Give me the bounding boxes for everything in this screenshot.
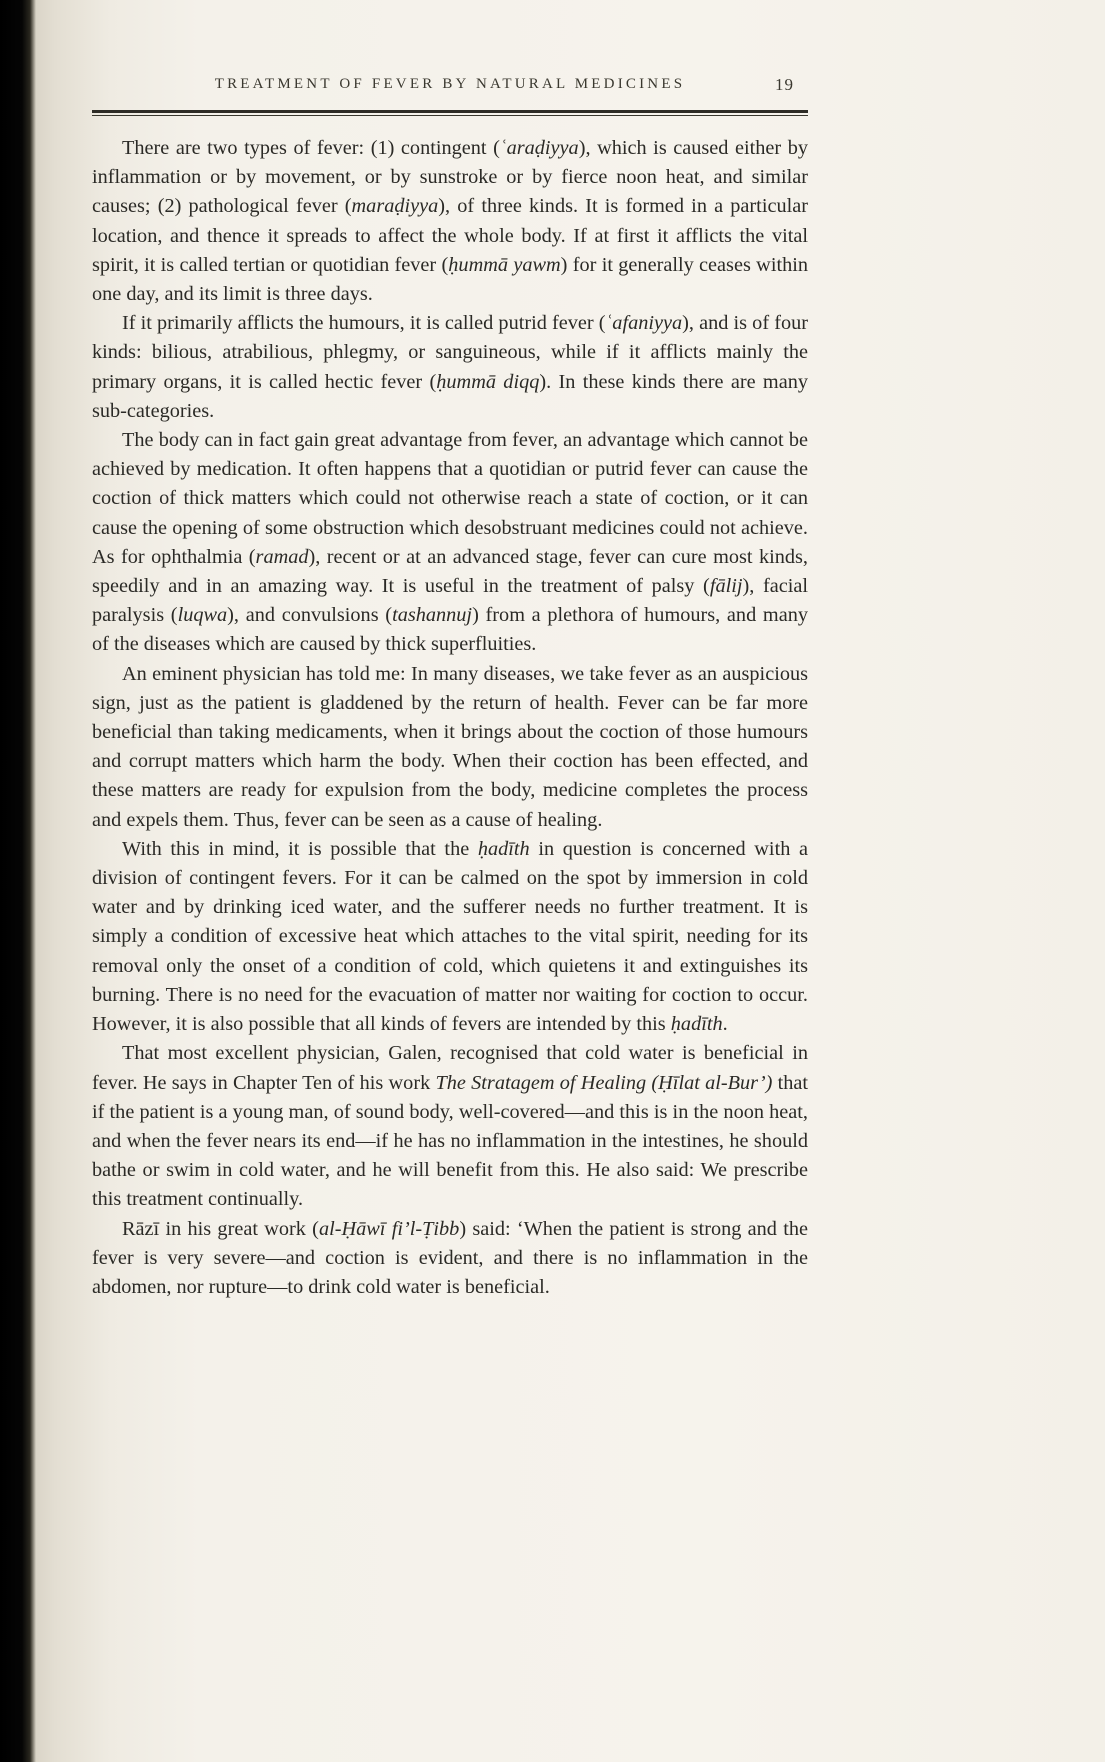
italic-term: luqwa [177,604,228,627]
text-run: That most excellent physician, Galen, recognised that cold water is beneficial in fever. He says in Chapter Ten of his work [92,1042,808,1094]
running-header [92,76,808,98]
paragraph [92,1039,808,1214]
italic-term: maraḍiyya [351,195,439,218]
text-run: With this in mind, it is possible that the [122,837,478,860]
page-number: 19 [775,75,794,94]
paragraph [92,660,808,835]
text-run: Rāzī in his great work ( [122,1217,319,1240]
text-run: ), which is caused either by inflammation or by movement, or by sunstroke or by fierce noon heat, and similar causes; (2) pathological fever ( [92,137,808,218]
text-run: ), of three kinds. It is formed in a particular location, and thence it spreads to affect the whole body. If at first it afflicts the vital spirit, it is called tertian or quotidian fever ( [92,195,808,276]
text-run: ) said: ‘When the patient is strong and the fever is very severe—and coction is evident, and there is no inflammation in the abdomen, nor rupture—to drink cold water is beneficial. [92,1217,808,1298]
paragraph [92,134,808,309]
page-text-block [92,76,808,1302]
running-title: TREATMENT OF FEVER BY NATURAL MEDICINES [214,76,686,92]
paragraph [92,426,808,660]
header-rule-thick [92,110,808,113]
header-rule-thin [92,115,808,116]
text-run: ), and is of four kinds: bilious, atrabilious, phlegmy, or sanguineous, while if it afflicts mainly the primary organs, it is called hectic fever ( [92,312,808,393]
book-spine-shadow [0,0,36,1762]
header-rule [92,110,808,116]
italic-term: fālij [709,575,743,598]
text-run: ), and convulsions ( [227,604,393,627]
italic-term: ʿafaniyya [605,312,683,335]
text-run: If it primarily afflicts the humours, it is called putrid fever ( [122,312,606,335]
italic-term: ḥadīth [670,1013,723,1036]
text-run: The body can in fact gain great advantage from fever, an advantage which cannot be achieved by medication. It often happens that a quotidian or putrid fever can cause the coction of thick matters which could not otherwise reach a state of coction, or it can cause the opening of some obstruction which desobstruant medicines could not achieve. As for ophthalmia ( [92,429,808,568]
italic-term: ʿaraḍiyya [499,137,579,159]
text-run: ), recent or at an advanced stage, fever can cure most kinds, speedily and in an amazing way. It is useful in the treatment of palsy ( [92,545,808,598]
italic-term: tashannuj [392,604,473,627]
paragraph [92,835,808,1039]
text-run: An eminent physician has told me: In many diseases, we take fever as an auspicious sign, just as the patient is gladdened by the return of health. Fever can be far more beneficial than taking medicaments, when it brings about the coction of those humours and corrupt matters which harm the body. When their coction has been effected, and these matters are ready for expulsion from the body, medicine completes the process and expels them. Thus, fever can be seen as a cause of healing. [92,662,808,831]
italic-term: ḥummā yawm [448,253,561,276]
text-run: ), facial paralysis ( [92,575,808,627]
paragraph [92,1215,808,1303]
text-run: ). In these kinds there are many sub-categories. [92,370,808,422]
text-run: ) for it generally ceases within one day, and its limit is three days. [92,253,809,306]
body-text [92,134,808,1302]
text-run: ) from a plethora of humours, and many of the diseases which are caused by thick superfluities. [92,604,808,656]
italic-term: The Stratagem of Healing (Ḥīlat al-Bur’) [435,1071,773,1094]
paragraph [92,309,808,426]
text-run: in question is concerned with a division of contingent fevers. For it can be calmed on the spot by immersion in cold water and by drinking iced water, and the sufferer needs no further treatment. It is simply a condition of excessive heat which attaches to the vital spirit, needing for its removal only the onset of a condition of cold, which quietens it and extinguishes its burning. There is no need for the evacuation of matter nor waiting for coction to occur. However, it is also possible that all kinds of fevers are intended by this [92,837,808,1036]
text-run: . [722,1013,728,1036]
text-run: that if the patient is a young man, of sound body, well-covered—and this is in the noon heat, and when the fever nears its end—if he has no inflammation in the intestines, he should bathe or swim in cold water, and he will benefit from this. He also said: We prescribe this treatment continually. [92,1071,808,1211]
italic-term: ḥummā diqq [436,370,540,393]
italic-term: ramad [255,545,309,568]
italic-term: al-Ḥāwī fi’l-Ṭibb [318,1217,460,1240]
italic-term: ḥadīth [477,837,530,860]
text-run: There are two types of fever: (1) contingent ( [122,137,500,159]
